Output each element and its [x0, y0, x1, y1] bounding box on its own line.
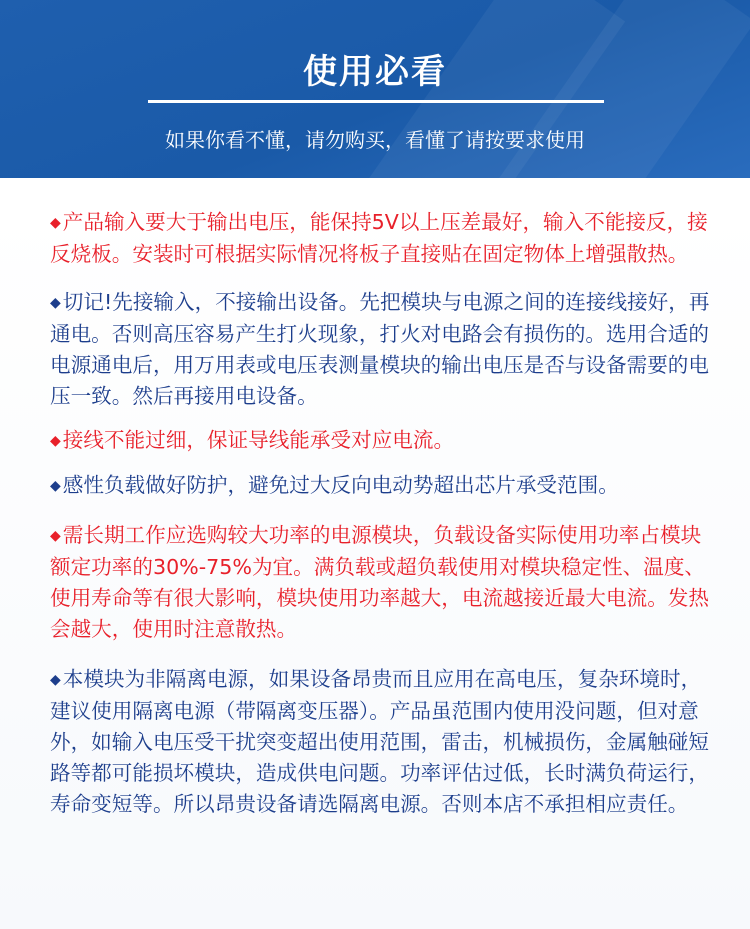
notice-text: 接线不能过细，保证导线能承受对应电流。: [62, 428, 455, 452]
diamond-bullet-icon: ◆: [50, 295, 61, 311]
notice-item: [50, 207, 714, 270]
page-title: 使用必看: [303, 52, 447, 92]
notice-item: [50, 425, 714, 457]
diamond-bullet-icon: ◆: [50, 433, 61, 449]
notice-item: [50, 287, 714, 412]
diamond-bullet-icon: ◆: [50, 478, 61, 494]
page-subtitle: 如果你看不懂，请勿购买，看懂了请按要求使用: [165, 128, 585, 152]
notice-text: 产品输入要大于输出电压，能保持5V以上压差最好，输入不能接反，接反烧板。安装时可根据实际情况将板子直接贴在固定物体上增强散热。: [50, 210, 708, 266]
diamond-bullet-icon: ◆: [50, 215, 61, 231]
notice-text: 需长期工作应选购较大功率的电源模块，负载设备实际使用功率占模块额定功率的30%-75%为宜。满负载或超负载使用对模块稳定性、温度、使用寿命等有很大影响，模块使用功率越大，电流越接近最大电流。发热会越大，使用时注意散热。: [50, 523, 709, 641]
diamond-bullet-icon: ◆: [50, 528, 61, 544]
header-banner: [0, 0, 750, 178]
notice-list: [0, 207, 750, 929]
diamond-bullet-icon: ◆: [50, 672, 61, 688]
notice-item: [50, 470, 714, 502]
notice-text: 本模块为非隔离电源，如果设备昂贵而且应用在高电压，复杂环境时，建议使用隔离电源（带隔离变压器）。产品虽范围内使用没问题，但对意外，如输入电压受干扰突变超出使用范围，雷击，机械损伤，金属触碰短路等都可能损坏模块，造成供电问题。功率评估过低，长时满负荷运行，寿命变短等。所以昂贵设备请选隔离电源。否则本店不承担相应责任。: [50, 667, 709, 816]
title-underline: [148, 100, 604, 103]
notice-text: 切记!先接输入，不接输出设备。先把模块与电源之间的连接线接好，再通电。否则高压容易产生打火现象，打火对电路会有损伤的。选用合适的电源通电后，用万用表或电压表测量模块的输出电压是否与设备需要的电压一致。然后再接用电设备。: [50, 290, 710, 408]
notice-item: [50, 520, 714, 645]
notice-text: 感性负载做好防护，避免过大反向电动势超出芯片承受范围。: [62, 473, 619, 497]
notice-item: [50, 664, 714, 820]
